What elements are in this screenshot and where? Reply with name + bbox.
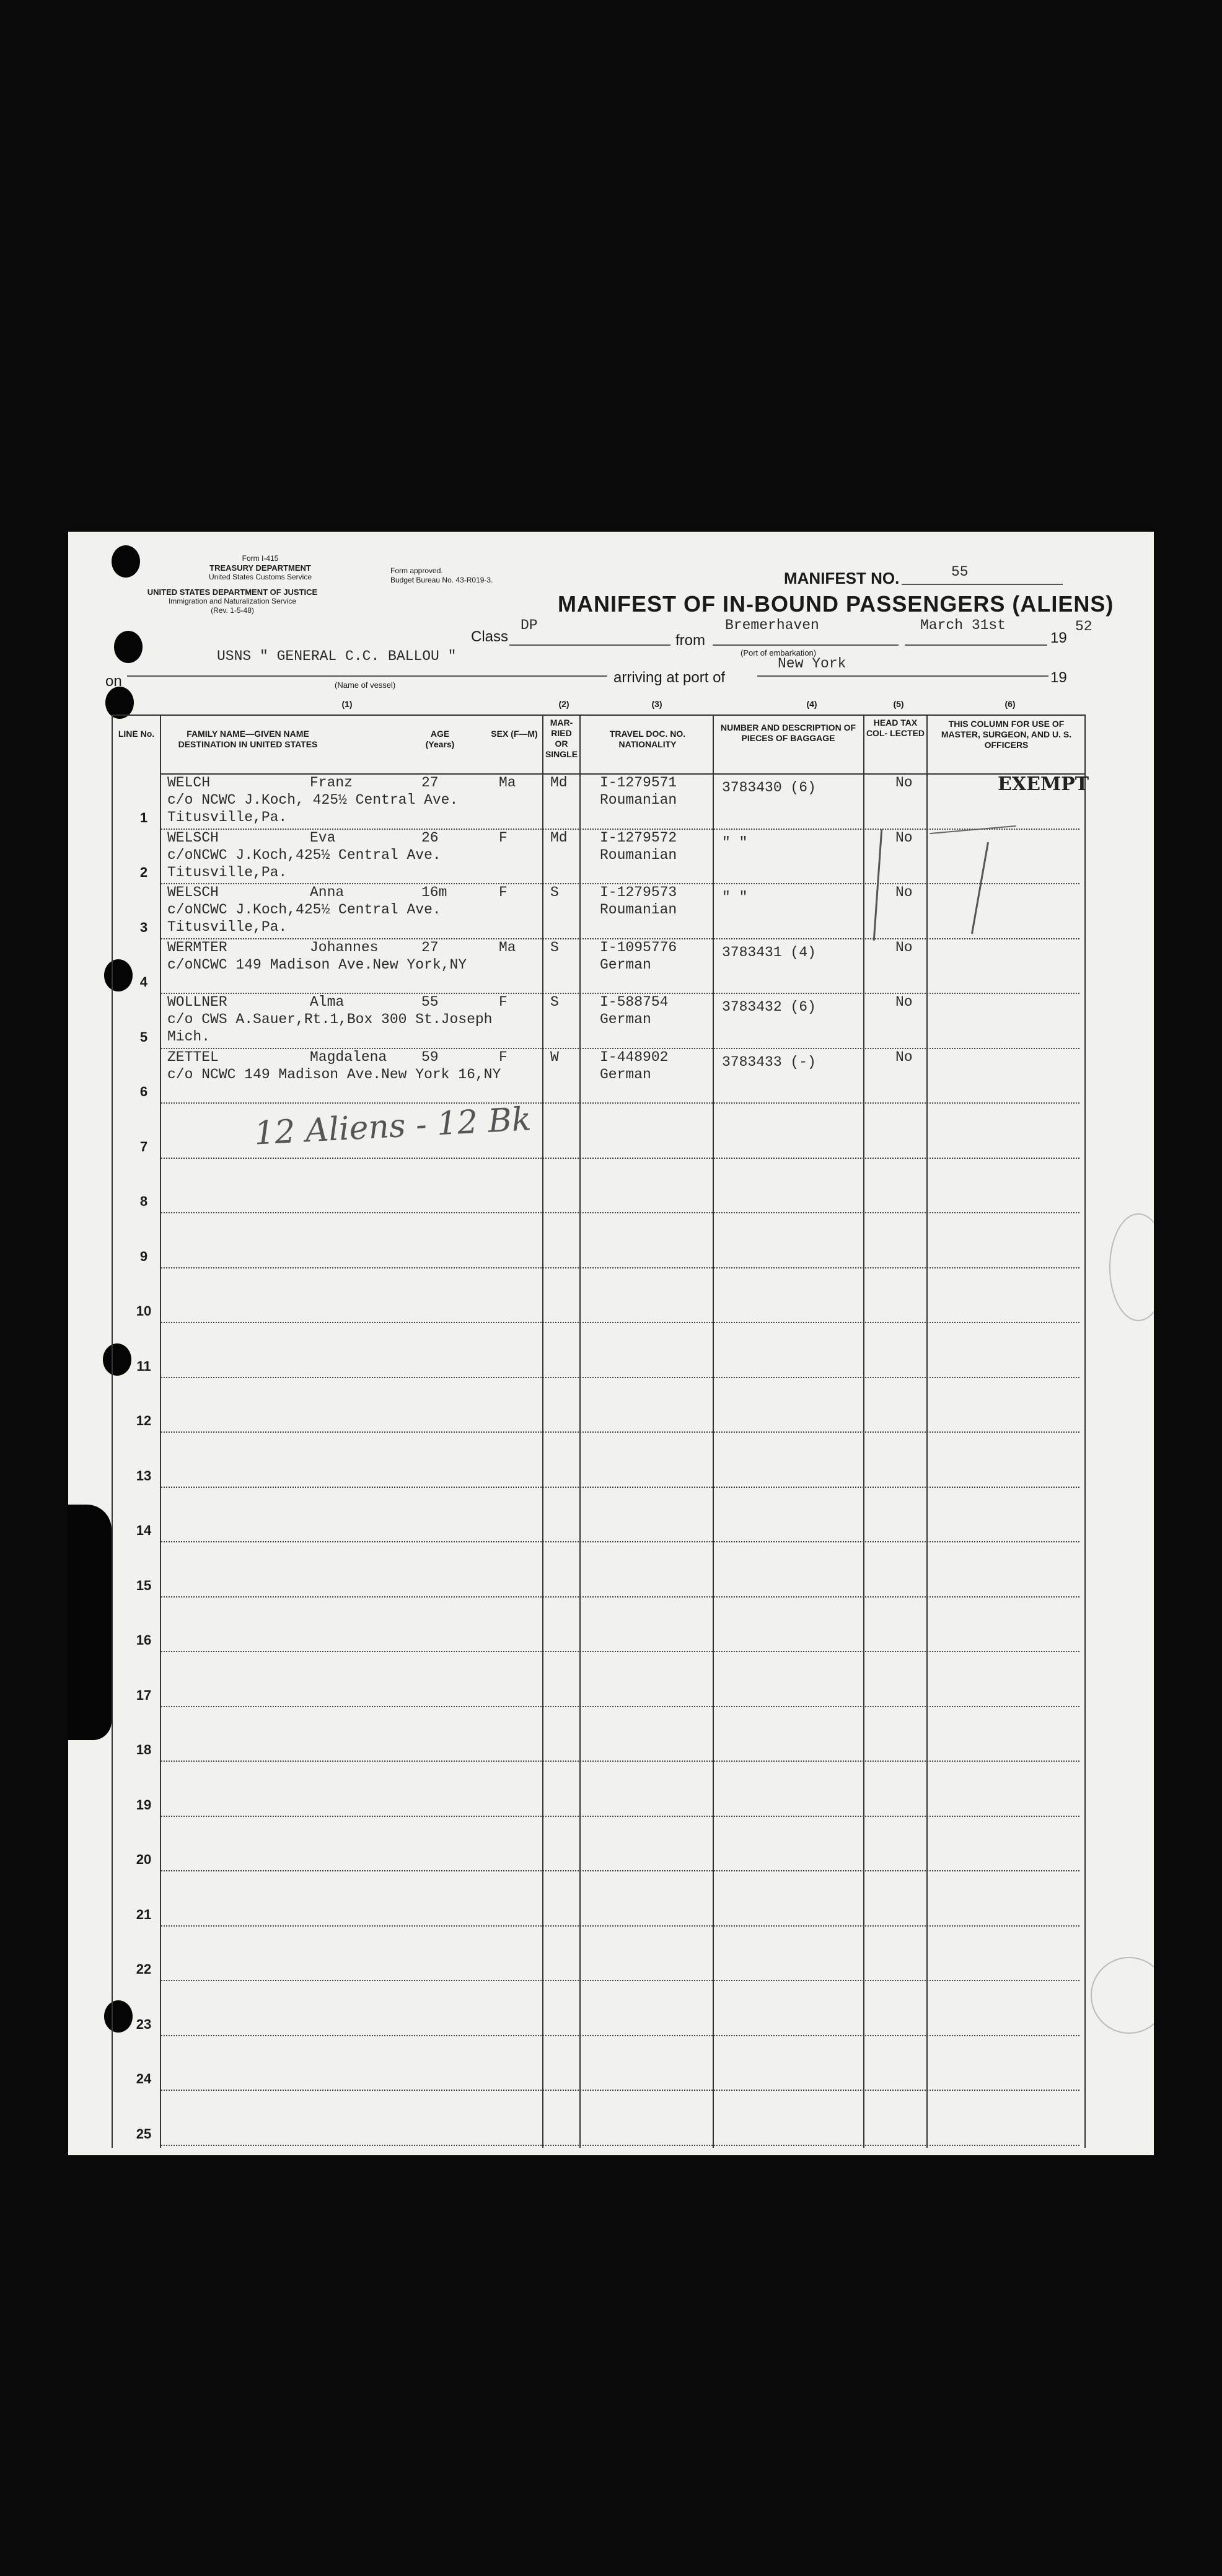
form-approved: Form approved. bbox=[390, 566, 443, 575]
vessel-name: USNS " GENERAL C.C. BALLOU " bbox=[217, 648, 457, 664]
sex: F bbox=[499, 884, 508, 900]
nationality: Roumanian bbox=[600, 846, 677, 863]
sex: Ma bbox=[499, 775, 516, 791]
line-number: 10 bbox=[136, 1303, 152, 1319]
baggage: 3783431 (4) bbox=[722, 944, 816, 961]
marital-status: W bbox=[550, 1048, 559, 1065]
line-number: 7 bbox=[139, 1138, 148, 1154]
row-divider bbox=[161, 2035, 1079, 2036]
manifest-page bbox=[68, 532, 1154, 2155]
row-divider bbox=[161, 1431, 1079, 1433]
col-married: MAR- RIED OR SINGLE bbox=[545, 718, 578, 759]
marital-status: S bbox=[550, 884, 559, 900]
destination-line: c/oNCWC 149 Madison Ave.New York,NY bbox=[167, 956, 467, 973]
line-number: 6 bbox=[139, 1084, 148, 1099]
line-number: 23 bbox=[136, 2016, 152, 2032]
row-divider bbox=[161, 2145, 1079, 2146]
from-label: from bbox=[675, 632, 705, 649]
nationality: German bbox=[600, 956, 651, 973]
col-num-4: (4) bbox=[806, 699, 817, 709]
row-divider bbox=[161, 1596, 1079, 1598]
dept-justice-sub: Immigration and Naturalization Service bbox=[168, 597, 297, 605]
handwritten-annotation: 12 Aliens - 12 Bk bbox=[253, 1101, 532, 1153]
col-name: FAMILY NAME—GIVEN NAME DESTINATION IN UNITED STATES bbox=[178, 729, 318, 749]
sex: Ma bbox=[499, 939, 516, 956]
col-sex: SEX (F—M) bbox=[491, 729, 538, 739]
destination-line: Titusville,Pa. bbox=[167, 864, 288, 881]
head-tax: No bbox=[895, 829, 913, 846]
line-number: 4 bbox=[139, 974, 148, 990]
line-number: 17 bbox=[136, 1687, 152, 1703]
given-name: Johannes bbox=[310, 939, 379, 956]
sex: F bbox=[499, 994, 508, 1010]
head-tax: No bbox=[895, 994, 913, 1010]
line-number: 5 bbox=[139, 1029, 148, 1045]
row-divider bbox=[161, 1870, 1079, 1871]
line-number: 11 bbox=[136, 1358, 151, 1374]
revision: (Rev. 1-5-48) bbox=[211, 606, 254, 615]
marital-status: S bbox=[550, 994, 559, 1010]
row-divider bbox=[161, 1761, 1079, 1762]
age: 59 bbox=[421, 1048, 439, 1065]
col-age: AGE (Years) bbox=[425, 729, 455, 749]
line-number: 3 bbox=[139, 919, 148, 935]
form-number: Form I-415 bbox=[242, 554, 279, 563]
travel-doc: I-1279572 bbox=[600, 829, 677, 846]
marital-status: S bbox=[550, 939, 559, 956]
marital-status: Md bbox=[550, 775, 568, 791]
head-tax: No bbox=[895, 884, 913, 900]
col-num-5: (5) bbox=[893, 699, 904, 709]
nationality: Roumanian bbox=[600, 902, 677, 918]
travel-doc: I-1095776 bbox=[600, 939, 677, 956]
nationality: German bbox=[600, 1011, 651, 1027]
row-divider bbox=[161, 1212, 1079, 1213]
age: 26 bbox=[421, 829, 439, 846]
nationality: German bbox=[600, 1066, 651, 1083]
line-number: 2 bbox=[139, 864, 148, 880]
year-prefix: 19 bbox=[1050, 630, 1067, 646]
row-divider bbox=[161, 1377, 1079, 1378]
given-name: Magdalena bbox=[310, 1048, 387, 1065]
row-divider bbox=[161, 1651, 1079, 1652]
age: 55 bbox=[421, 994, 439, 1010]
col-num-2: (2) bbox=[558, 699, 569, 709]
age: 16m bbox=[421, 884, 447, 900]
line-number: 9 bbox=[139, 1248, 148, 1264]
line-number: 13 bbox=[136, 1467, 152, 1484]
dept-treasury-sub: United States Customs Service bbox=[208, 573, 312, 581]
col-travel: TRAVEL DOC. NO. NATIONALITY bbox=[609, 729, 686, 749]
family-name: WERMTER bbox=[167, 939, 227, 956]
travel-doc: I-1279573 bbox=[600, 884, 677, 900]
travel-doc: I-1279571 bbox=[600, 775, 677, 791]
dept-justice: UNITED STATES DEPARTMENT OF JUSTICE bbox=[147, 587, 318, 597]
row-divider bbox=[161, 1487, 1079, 1488]
family-name: ZETTEL bbox=[167, 1048, 219, 1065]
travel-doc: I-448902 bbox=[600, 1048, 669, 1065]
col-num-3: (3) bbox=[651, 699, 662, 709]
line-number: 8 bbox=[139, 1193, 148, 1209]
row-divider bbox=[161, 1322, 1079, 1323]
given-name: Alma bbox=[310, 994, 345, 1010]
destination-line: Mich. bbox=[167, 1029, 211, 1045]
line-number: 16 bbox=[136, 1632, 152, 1648]
row-divider bbox=[161, 1267, 1079, 1268]
line-number: 19 bbox=[136, 1796, 152, 1813]
age: 27 bbox=[421, 775, 439, 791]
row-divider bbox=[161, 1541, 1079, 1542]
col-officers: THIS COLUMN FOR USE OF MASTER, SURGEON, AND U. S. OFFICERS bbox=[941, 719, 1072, 750]
destination-line: c/o NCWC 149 Madison Ave.New York 16,NY bbox=[167, 1066, 501, 1083]
col-line: LINE No. bbox=[118, 729, 155, 739]
marital-status: Md bbox=[550, 829, 568, 846]
head-tax: No bbox=[895, 1048, 913, 1065]
date-value: March 31st bbox=[920, 617, 1006, 633]
destination-line: Titusville,Pa. bbox=[167, 809, 288, 825]
baggage: 3783433 (-) bbox=[722, 1053, 816, 1070]
line-number: 22 bbox=[136, 1961, 152, 1977]
destination-line: Titusville,Pa. bbox=[167, 919, 288, 935]
manifest-number-label: MANIFEST NO. bbox=[784, 569, 900, 587]
destination-line: c/oNCWC J.Koch,425½ Central Ave. bbox=[167, 902, 441, 918]
line-number: 1 bbox=[139, 809, 148, 825]
given-name: Anna bbox=[310, 884, 345, 900]
row-divider bbox=[161, 1816, 1079, 1817]
budget-bureau: Budget Bureau No. 43-R019-3. bbox=[390, 576, 493, 584]
line-number: 18 bbox=[136, 1742, 152, 1757]
col-head-tax: HEAD TAX COL- LECTED bbox=[866, 718, 925, 738]
given-name: Franz bbox=[310, 775, 353, 791]
from-value: Bremerhaven bbox=[725, 617, 819, 633]
row-divider bbox=[161, 1102, 1079, 1104]
class-label: Class bbox=[471, 628, 509, 645]
line-number: 12 bbox=[136, 1413, 152, 1428]
port-embark-note: (Port of embarkation) bbox=[741, 648, 817, 657]
nationality: Roumanian bbox=[600, 792, 677, 808]
handwritten-exempt: EXEMPT bbox=[998, 773, 1089, 795]
head-tax: No bbox=[895, 775, 913, 791]
line-number: 24 bbox=[136, 2071, 152, 2086]
col-num-6: (6) bbox=[1004, 699, 1016, 709]
row-divider bbox=[161, 1925, 1079, 1927]
baggage: 3783432 (6) bbox=[722, 999, 816, 1015]
family-name: WELSCH bbox=[167, 829, 219, 846]
age: 27 bbox=[421, 939, 439, 956]
line-number: 14 bbox=[136, 1523, 152, 1538]
row-divider bbox=[161, 1706, 1079, 1707]
manifest-table bbox=[68, 532, 1154, 2155]
sex: F bbox=[499, 1048, 508, 1065]
line-number: 20 bbox=[136, 1852, 152, 1867]
travel-doc: I-588754 bbox=[600, 994, 669, 1010]
baggage: 3783430 (6) bbox=[722, 780, 816, 796]
destination-line: c/o CWS A.Sauer,Rt.1,Box 300 St.Joseph bbox=[167, 1011, 493, 1027]
manifest-number: 55 bbox=[951, 564, 969, 580]
class-value: DP bbox=[521, 617, 538, 633]
row-divider bbox=[161, 1980, 1079, 1981]
family-name: WOLLNER bbox=[167, 994, 227, 1010]
year-value: 52 bbox=[1075, 618, 1092, 635]
row-divider bbox=[161, 1158, 1079, 1159]
col-baggage: NUMBER AND DESCRIPTION OF PIECES OF BAGGAGE bbox=[720, 723, 856, 743]
family-name: WELSCH bbox=[167, 884, 219, 900]
family-name: WELCH bbox=[167, 775, 211, 791]
year2-prefix: 19 bbox=[1050, 669, 1067, 686]
dept-treasury: TREASURY DEPARTMENT bbox=[209, 563, 311, 573]
line-number: 21 bbox=[136, 1906, 152, 1922]
destination-line: c/o NCWC J.Koch, 425½ Central Ave. bbox=[167, 792, 459, 808]
baggage: " " bbox=[722, 834, 748, 851]
arrival-port: New York bbox=[778, 656, 846, 672]
baggage: " " bbox=[722, 889, 748, 905]
col-num-1: (1) bbox=[341, 699, 353, 709]
line-number: 25 bbox=[136, 2125, 152, 2142]
on-label: on bbox=[105, 673, 122, 690]
head-tax: No bbox=[895, 939, 913, 956]
row-divider bbox=[161, 2090, 1079, 2091]
line-number: 15 bbox=[136, 1577, 152, 1593]
sex: F bbox=[499, 829, 508, 846]
destination-line: c/oNCWC J.Koch,425½ Central Ave. bbox=[167, 846, 441, 863]
vessel-note: (Name of vessel) bbox=[335, 680, 396, 690]
given-name: Eva bbox=[310, 829, 336, 846]
page-title: MANIFEST OF IN-BOUND PASSENGERS (ALIENS) bbox=[558, 591, 1114, 617]
arriving-label: arriving at port of bbox=[613, 669, 726, 686]
